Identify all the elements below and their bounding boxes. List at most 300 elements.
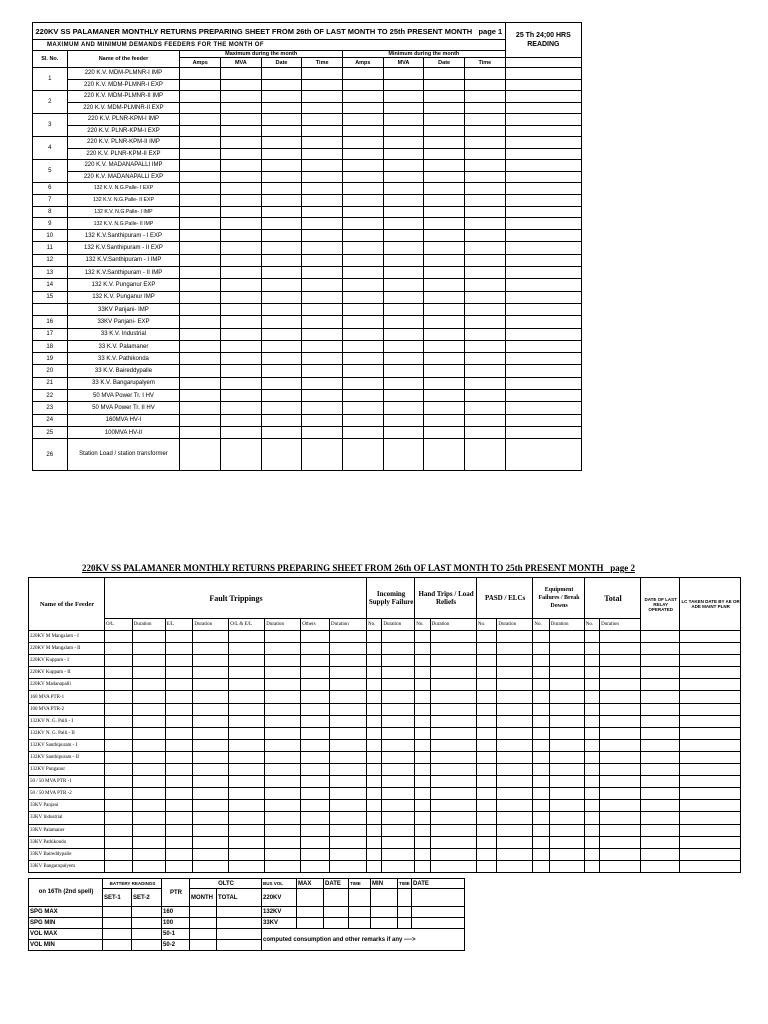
data-cell[interactable]: [180, 183, 221, 195]
data-cell[interactable]: [476, 631, 497, 643]
data-cell[interactable]: [415, 848, 430, 860]
cell[interactable]: [190, 918, 217, 929]
data-cell[interactable]: [600, 751, 641, 763]
data-cell[interactable]: [641, 667, 680, 679]
data-cell[interactable]: [383, 114, 424, 126]
data-cell[interactable]: [641, 739, 680, 751]
data-cell[interactable]: [476, 824, 497, 836]
data-cell[interactable]: [265, 764, 301, 776]
data-cell[interactable]: [600, 764, 641, 776]
data-cell[interactable]: [229, 764, 265, 776]
data-cell[interactable]: [382, 631, 415, 643]
data-cell[interactable]: [193, 703, 229, 715]
data-cell[interactable]: [301, 812, 330, 824]
data-cell[interactable]: [415, 679, 430, 691]
data-cell[interactable]: [105, 727, 133, 739]
data-cell[interactable]: [549, 703, 584, 715]
data-cell[interactable]: [476, 679, 497, 691]
data-cell[interactable]: [165, 691, 193, 703]
data-cell[interactable]: [383, 291, 424, 303]
data-cell[interactable]: [343, 365, 384, 377]
data-cell[interactable]: [415, 727, 430, 739]
cell[interactable]: [412, 907, 465, 918]
data-cell[interactable]: [301, 703, 330, 715]
data-cell[interactable]: [180, 365, 221, 377]
data-cell[interactable]: [302, 171, 343, 183]
data-cell[interactable]: [302, 303, 343, 315]
data-cell[interactable]: [680, 824, 741, 836]
data-cell[interactable]: [180, 254, 221, 266]
data-cell[interactable]: [366, 679, 381, 691]
data-cell[interactable]: [600, 691, 641, 703]
data-cell[interactable]: [193, 631, 229, 643]
data-cell[interactable]: [221, 402, 262, 414]
data-cell[interactable]: [505, 102, 581, 114]
data-cell[interactable]: [464, 218, 505, 230]
data-cell[interactable]: [424, 328, 465, 340]
data-cell[interactable]: [464, 230, 505, 242]
data-cell[interactable]: [329, 655, 366, 667]
data-cell[interactable]: [301, 739, 330, 751]
data-cell[interactable]: [600, 715, 641, 727]
data-cell[interactable]: [132, 739, 165, 751]
data-cell[interactable]: [221, 206, 262, 218]
data-cell[interactable]: [584, 727, 599, 739]
data-cell[interactable]: [180, 340, 221, 352]
data-cell[interactable]: [424, 414, 465, 426]
data-cell[interactable]: [383, 353, 424, 365]
data-cell[interactable]: [680, 739, 741, 751]
data-cell[interactable]: [641, 812, 680, 824]
data-cell[interactable]: [132, 764, 165, 776]
data-cell[interactable]: [641, 800, 680, 812]
data-cell[interactable]: [430, 631, 476, 643]
data-cell[interactable]: [193, 776, 229, 788]
data-cell[interactable]: [302, 242, 343, 254]
data-cell[interactable]: [383, 148, 424, 160]
data-cell[interactable]: [497, 655, 533, 667]
data-cell[interactable]: [505, 114, 581, 126]
data-cell[interactable]: [221, 68, 262, 80]
data-cell[interactable]: [229, 631, 265, 643]
data-cell[interactable]: [505, 148, 581, 160]
cell[interactable]: [398, 889, 412, 907]
data-cell[interactable]: [476, 703, 497, 715]
data-cell[interactable]: [221, 183, 262, 195]
data-cell[interactable]: [105, 715, 133, 727]
data-cell[interactable]: [424, 267, 465, 279]
data-cell[interactable]: [329, 800, 366, 812]
data-cell[interactable]: [105, 667, 133, 679]
data-cell[interactable]: [229, 776, 265, 788]
data-cell[interactable]: [584, 679, 599, 691]
data-cell[interactable]: [424, 194, 465, 206]
data-cell[interactable]: [505, 254, 581, 266]
data-cell[interactable]: [430, 788, 476, 800]
data-cell[interactable]: [180, 171, 221, 183]
data-cell[interactable]: [424, 230, 465, 242]
data-cell[interactable]: [265, 836, 301, 848]
cell[interactable]: [349, 918, 371, 929]
data-cell[interactable]: [261, 426, 302, 438]
data-cell[interactable]: [680, 776, 741, 788]
data-cell[interactable]: [505, 291, 581, 303]
data-cell[interactable]: [343, 91, 384, 103]
data-cell[interactable]: [533, 764, 549, 776]
data-cell[interactable]: [132, 860, 165, 872]
data-cell[interactable]: [180, 230, 221, 242]
data-cell[interactable]: [383, 125, 424, 137]
data-cell[interactable]: [132, 655, 165, 667]
data-cell[interactable]: [641, 679, 680, 691]
data-cell[interactable]: [229, 643, 265, 655]
data-cell[interactable]: [165, 776, 193, 788]
data-cell[interactable]: [302, 353, 343, 365]
data-cell[interactable]: [424, 390, 465, 402]
data-cell[interactable]: [301, 679, 330, 691]
data-cell[interactable]: [600, 667, 641, 679]
data-cell[interactable]: [505, 194, 581, 206]
data-cell[interactable]: [261, 160, 302, 172]
data-cell[interactable]: [533, 788, 549, 800]
data-cell[interactable]: [584, 667, 599, 679]
data-cell[interactable]: [464, 242, 505, 254]
data-cell[interactable]: [464, 171, 505, 183]
cell[interactable]: [132, 929, 162, 940]
data-cell[interactable]: [680, 631, 741, 643]
data-cell[interactable]: [415, 776, 430, 788]
data-cell[interactable]: [424, 102, 465, 114]
data-cell[interactable]: [424, 91, 465, 103]
data-cell[interactable]: [464, 390, 505, 402]
data-cell[interactable]: [476, 667, 497, 679]
data-cell[interactable]: [132, 848, 165, 860]
data-cell[interactable]: [424, 303, 465, 315]
data-cell[interactable]: [383, 340, 424, 352]
data-cell[interactable]: [424, 114, 465, 126]
data-cell[interactable]: [261, 218, 302, 230]
data-cell[interactable]: [165, 739, 193, 751]
data-cell[interactable]: [265, 788, 301, 800]
data-cell[interactable]: [584, 812, 599, 824]
data-cell[interactable]: [430, 800, 476, 812]
data-cell[interactable]: [476, 751, 497, 763]
data-cell[interactable]: [105, 739, 133, 751]
data-cell[interactable]: [533, 631, 549, 643]
data-cell[interactable]: [430, 848, 476, 860]
data-cell[interactable]: [424, 340, 465, 352]
data-cell[interactable]: [180, 160, 221, 172]
data-cell[interactable]: [301, 800, 330, 812]
data-cell[interactable]: [505, 303, 581, 315]
data-cell[interactable]: [221, 426, 262, 438]
data-cell[interactable]: [366, 655, 381, 667]
data-cell[interactable]: [497, 751, 533, 763]
data-cell[interactable]: [584, 776, 599, 788]
data-cell[interactable]: [105, 824, 133, 836]
data-cell[interactable]: [301, 776, 330, 788]
data-cell[interactable]: [265, 679, 301, 691]
data-cell[interactable]: [505, 137, 581, 149]
data-cell[interactable]: [415, 715, 430, 727]
data-cell[interactable]: [464, 79, 505, 91]
data-cell[interactable]: [265, 751, 301, 763]
cell[interactable]: [371, 907, 398, 918]
data-cell[interactable]: [229, 824, 265, 836]
data-cell[interactable]: [533, 727, 549, 739]
data-cell[interactable]: [680, 848, 741, 860]
data-cell[interactable]: [261, 230, 302, 242]
data-cell[interactable]: [301, 727, 330, 739]
data-cell[interactable]: [229, 679, 265, 691]
data-cell[interactable]: [261, 267, 302, 279]
data-cell[interactable]: [343, 267, 384, 279]
data-cell[interactable]: [600, 812, 641, 824]
data-cell[interactable]: [382, 836, 415, 848]
data-cell[interactable]: [641, 848, 680, 860]
data-cell[interactable]: [505, 365, 581, 377]
data-cell[interactable]: [329, 667, 366, 679]
data-cell[interactable]: [343, 194, 384, 206]
data-cell[interactable]: [680, 788, 741, 800]
data-cell[interactable]: [343, 125, 384, 137]
data-cell[interactable]: [302, 194, 343, 206]
data-cell[interactable]: [165, 836, 193, 848]
data-cell[interactable]: [132, 812, 165, 824]
cell[interactable]: [132, 940, 162, 951]
data-cell[interactable]: [505, 328, 581, 340]
data-cell[interactable]: [549, 727, 584, 739]
data-cell[interactable]: [424, 402, 465, 414]
data-cell[interactable]: [105, 836, 133, 848]
data-cell[interactable]: [343, 102, 384, 114]
data-cell[interactable]: [641, 751, 680, 763]
data-cell[interactable]: [366, 751, 381, 763]
data-cell[interactable]: [549, 655, 584, 667]
data-cell[interactable]: [464, 353, 505, 365]
data-cell[interactable]: [302, 279, 343, 291]
data-cell[interactable]: [383, 218, 424, 230]
data-cell[interactable]: [584, 703, 599, 715]
data-cell[interactable]: [464, 125, 505, 137]
data-cell[interactable]: [383, 267, 424, 279]
data-cell[interactable]: [180, 279, 221, 291]
data-cell[interactable]: [302, 377, 343, 389]
data-cell[interactable]: [424, 137, 465, 149]
data-cell[interactable]: [464, 303, 505, 315]
reading-cell[interactable]: [505, 58, 581, 68]
data-cell[interactable]: [366, 715, 381, 727]
data-cell[interactable]: [383, 79, 424, 91]
data-cell[interactable]: [533, 860, 549, 872]
cell[interactable]: [297, 907, 324, 918]
data-cell[interactable]: [180, 79, 221, 91]
data-cell[interactable]: [549, 812, 584, 824]
data-cell[interactable]: [301, 788, 330, 800]
data-cell[interactable]: [497, 643, 533, 655]
data-cell[interactable]: [221, 390, 262, 402]
data-cell[interactable]: [221, 267, 262, 279]
data-cell[interactable]: [584, 751, 599, 763]
data-cell[interactable]: [261, 79, 302, 91]
data-cell[interactable]: [343, 79, 384, 91]
data-cell[interactable]: [505, 68, 581, 80]
data-cell[interactable]: [165, 667, 193, 679]
data-cell[interactable]: [497, 800, 533, 812]
data-cell[interactable]: [430, 751, 476, 763]
data-cell[interactable]: [180, 102, 221, 114]
data-cell[interactable]: [533, 667, 549, 679]
data-cell[interactable]: [302, 230, 343, 242]
data-cell[interactable]: [261, 194, 302, 206]
data-cell[interactable]: [193, 836, 229, 848]
data-cell[interactable]: [329, 751, 366, 763]
data-cell[interactable]: [343, 291, 384, 303]
data-cell[interactable]: [549, 739, 584, 751]
data-cell[interactable]: [301, 860, 330, 872]
data-cell[interactable]: [464, 102, 505, 114]
data-cell[interactable]: [424, 254, 465, 266]
data-cell[interactable]: [430, 655, 476, 667]
data-cell[interactable]: [382, 679, 415, 691]
data-cell[interactable]: [430, 667, 476, 679]
data-cell[interactable]: [265, 776, 301, 788]
data-cell[interactable]: [132, 631, 165, 643]
data-cell[interactable]: [302, 79, 343, 91]
data-cell[interactable]: [505, 230, 581, 242]
data-cell[interactable]: [193, 655, 229, 667]
data-cell[interactable]: [533, 824, 549, 836]
data-cell[interactable]: [497, 679, 533, 691]
data-cell[interactable]: [497, 836, 533, 848]
data-cell[interactable]: [549, 800, 584, 812]
data-cell[interactable]: [497, 764, 533, 776]
data-cell[interactable]: [549, 776, 584, 788]
data-cell[interactable]: [680, 643, 741, 655]
data-cell[interactable]: [343, 402, 384, 414]
data-cell[interactable]: [261, 402, 302, 414]
data-cell[interactable]: [641, 860, 680, 872]
data-cell[interactable]: [302, 68, 343, 80]
data-cell[interactable]: [680, 764, 741, 776]
data-cell[interactable]: [476, 643, 497, 655]
data-cell[interactable]: [600, 836, 641, 848]
data-cell[interactable]: [105, 643, 133, 655]
data-cell[interactable]: [329, 691, 366, 703]
data-cell[interactable]: [382, 727, 415, 739]
data-cell[interactable]: [476, 848, 497, 860]
data-cell[interactable]: [383, 426, 424, 438]
data-cell[interactable]: [415, 788, 430, 800]
data-cell[interactable]: [533, 812, 549, 824]
data-cell[interactable]: [366, 848, 381, 860]
data-cell[interactable]: [261, 114, 302, 126]
data-cell[interactable]: [132, 703, 165, 715]
data-cell[interactable]: [464, 279, 505, 291]
data-cell[interactable]: [464, 426, 505, 438]
data-cell[interactable]: [549, 643, 584, 655]
data-cell[interactable]: [261, 390, 302, 402]
data-cell[interactable]: [193, 788, 229, 800]
data-cell[interactable]: [221, 353, 262, 365]
data-cell[interactable]: [265, 824, 301, 836]
data-cell[interactable]: [497, 824, 533, 836]
data-cell[interactable]: [382, 764, 415, 776]
data-cell[interactable]: [415, 824, 430, 836]
data-cell[interactable]: [229, 691, 265, 703]
data-cell[interactable]: [193, 800, 229, 812]
data-cell[interactable]: [221, 79, 262, 91]
data-cell[interactable]: [329, 776, 366, 788]
data-cell[interactable]: [261, 242, 302, 254]
data-cell[interactable]: [430, 764, 476, 776]
data-cell[interactable]: [533, 776, 549, 788]
data-cell[interactable]: [229, 751, 265, 763]
cell[interactable]: [103, 918, 132, 929]
data-cell[interactable]: [680, 860, 741, 872]
data-cell[interactable]: [343, 426, 384, 438]
data-cell[interactable]: [221, 242, 262, 254]
data-cell[interactable]: [680, 751, 741, 763]
data-cell[interactable]: [302, 328, 343, 340]
data-cell[interactable]: [302, 426, 343, 438]
data-cell[interactable]: [600, 655, 641, 667]
data-cell[interactable]: [430, 739, 476, 751]
data-cell[interactable]: [329, 631, 366, 643]
cell[interactable]: [324, 889, 349, 907]
data-cell[interactable]: [584, 860, 599, 872]
data-cell[interactable]: [549, 764, 584, 776]
cell[interactable]: [217, 929, 262, 940]
data-cell[interactable]: [600, 631, 641, 643]
data-cell[interactable]: [261, 439, 302, 471]
data-cell[interactable]: [424, 279, 465, 291]
data-cell[interactable]: [549, 691, 584, 703]
data-cell[interactable]: [424, 68, 465, 80]
data-cell[interactable]: [265, 667, 301, 679]
data-cell[interactable]: [383, 439, 424, 471]
data-cell[interactable]: [302, 160, 343, 172]
cell[interactable]: [324, 907, 349, 918]
data-cell[interactable]: [343, 183, 384, 195]
data-cell[interactable]: [261, 377, 302, 389]
data-cell[interactable]: [641, 764, 680, 776]
data-cell[interactable]: [505, 242, 581, 254]
data-cell[interactable]: [180, 303, 221, 315]
data-cell[interactable]: [301, 631, 330, 643]
data-cell[interactable]: [464, 340, 505, 352]
data-cell[interactable]: [382, 776, 415, 788]
data-cell[interactable]: [382, 739, 415, 751]
data-cell[interactable]: [132, 824, 165, 836]
data-cell[interactable]: [641, 703, 680, 715]
data-cell[interactable]: [584, 739, 599, 751]
data-cell[interactable]: [505, 206, 581, 218]
data-cell[interactable]: [430, 860, 476, 872]
data-cell[interactable]: [261, 316, 302, 328]
data-cell[interactable]: [430, 703, 476, 715]
data-cell[interactable]: [424, 316, 465, 328]
data-cell[interactable]: [301, 751, 330, 763]
data-cell[interactable]: [584, 788, 599, 800]
data-cell[interactable]: [424, 291, 465, 303]
data-cell[interactable]: [505, 267, 581, 279]
data-cell[interactable]: [549, 836, 584, 848]
cell[interactable]: [297, 918, 324, 929]
data-cell[interactable]: [221, 102, 262, 114]
data-cell[interactable]: [533, 751, 549, 763]
data-cell[interactable]: [265, 655, 301, 667]
